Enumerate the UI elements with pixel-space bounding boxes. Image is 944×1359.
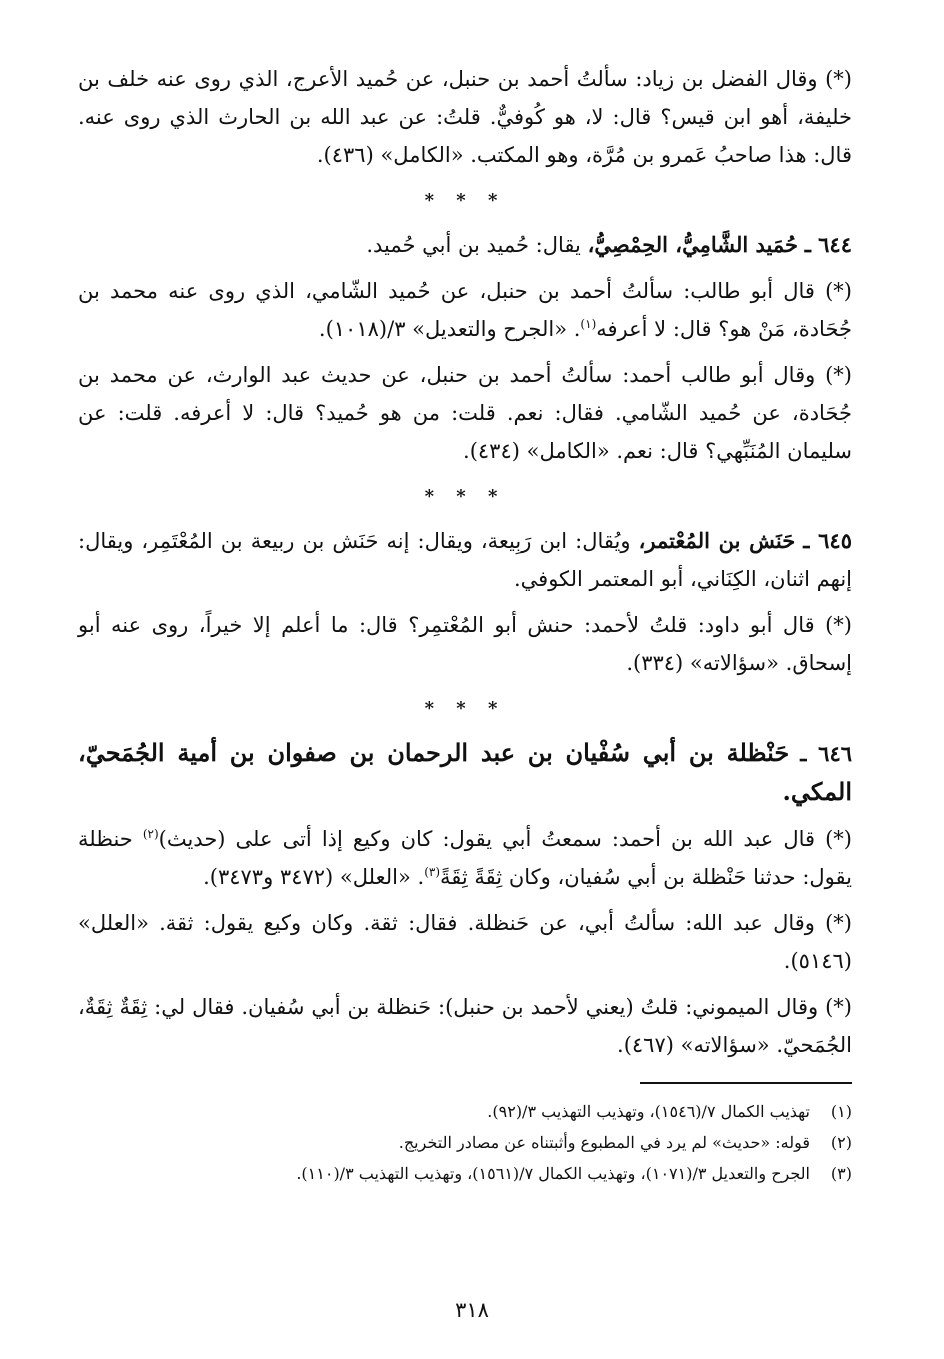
- paragraph-fadl: (*) وقال الفضل بن زياد: سألتُ أحمد بن حنبل، عن حُميد الأعرج، الذي روى عنه خلف بن خليفة، أهو ابن قيس؟ قال: لا، هو كُوفيٌّ. قلتُ: عن عبد الله بن الحارث الذي روى عنه. قال: هذا صاحبُ عَمرو بن مُرَّة، وهو المكتب. «الكامل» (٤٣٦).: [78, 67, 852, 167]
- entry-name: حَنَش بن المُعْتمر،: [638, 528, 796, 553]
- footnote-text: تهذيب الكمال ٧/(١٥٤٦)، وتهذيب التهذيب ٣/(٩٢).: [487, 1102, 810, 1121]
- footnotes: [78, 1096, 852, 1189]
- entry-number: ٦٤٤ ـ: [804, 232, 852, 257]
- footnote-text: قوله: «حديث» لم يرد في المطبوع وأثبتناه عن مصادر التخريج.: [398, 1133, 810, 1152]
- paragraph-text: . «العلل» (٣٤٧٢ و٣٤٧٣).: [203, 865, 425, 889]
- footnote-number: (٣): [830, 1164, 852, 1183]
- entry-number: ٦٤٥ ـ: [803, 528, 852, 553]
- page-body: [78, 60, 852, 1189]
- footnote-divider: [640, 1082, 852, 1084]
- paragraph-abu-dawud: (*) قال أبو داود: قلتُ لأحمد: حنش أبو المُعْتمِر؟ قال: ما أعلم إلا خيراً، روى عنه أبو إسحاق. «سؤالاته» (٣٣٤).: [78, 613, 852, 675]
- entry-description: ويُقال: ابن رَبِيعة، ويقال: إنه حَنَش بن ربيعة بن المُعْتَمِر، ويقال: إنهم اثنان، الكِنَاني، أبو المعتمر الكوفي.: [78, 529, 852, 591]
- footnote-item: [78, 1158, 852, 1189]
- footnote-item: [78, 1127, 852, 1158]
- paragraph-abdullah-1: [78, 820, 852, 896]
- section-separator: * * *: [424, 486, 506, 507]
- footnote-number: (٢): [830, 1133, 852, 1152]
- footnote-ref: (١): [580, 317, 597, 331]
- entry-645: [78, 522, 852, 598]
- entry-description: يقال: حُميد بن أبي حُميد.: [366, 233, 581, 257]
- paragraph-text: . «الجرح والتعديل» ٣/(١٠١٨).: [318, 317, 581, 341]
- paragraph-text: حنظلة يقول: حدثنا حَنْظلة بن أبي سُفيان، وكان ثِقَةً ثِقَةً: [78, 827, 852, 889]
- footnote-item: [78, 1096, 852, 1127]
- page-number: ٣١٨: [455, 1298, 489, 1322]
- footnote-number: (١): [830, 1102, 852, 1121]
- paragraph-maymuni: (*) وقال الميموني: قلتُ (يعني لأحمد بن حنبل): حَنظلة بن أبي سُفيان. فقال لي: ثِقَةٌ ثِقَةٌ، الجُمَحيّ. «سؤالاته» (٤٦٧).: [78, 995, 852, 1057]
- entry-name: حُمَيد الشَّامِيُّ، الحِمْصِيُّ،: [587, 232, 798, 257]
- entry-644: [78, 226, 852, 264]
- paragraph-abu-talib-2: (*) وقال أبو طالب أحمد: سألتُ أحمد بن حنبل، عن حديث عبد الوارث، عن محمد بن جُحَادة، عن حُميد الشّامي. فقال: نعم. قلت: من هو حُميد؟ قال: لا أعرفه. قلت: عن سليمان المُنَبِّهي؟ قال: نعم. «الكامل» (٤٣٤).: [78, 363, 852, 463]
- paragraph-text: (*) قال عبد الله بن أحمد: سمعتُ أبي يقول: كان وكيع إذا أتى على (حديث): [158, 827, 852, 851]
- footnote-text: الجرح والتعديل ٣/(١٠٧١)، وتهذيب الكمال ٧/(١٥٦١)، وتهذيب التهذيب ٣/(١١٠).: [296, 1164, 810, 1183]
- paragraph-abdullah-2: (*) وقال عبد الله: سألتُ أبي، عن حَنظلة. فقال: ثقة. وكان وكيع يقول: ثقة. «العلل» (٥١٤٦).: [78, 911, 852, 973]
- paragraph-text: (*) قال أبو طالب: سألتُ أحمد بن حنبل، عن حُميد الشّامي، الذي روى عنه محمد بن جُحَادة، مَنْ هو؟ قال: لا أعرفه: [78, 279, 852, 341]
- entry-number: ٦٤٦ ـ: [800, 741, 853, 766]
- footnote-ref: (٣): [424, 865, 441, 879]
- entry-name: حَنْظلة بن أبي سُفْيان بن عبد الرحمان بن صفوان بن أمية الجُمَحيّ، المكي.: [78, 738, 852, 806]
- paragraph-abu-talib-1: [78, 272, 852, 348]
- section-separator: * * *: [424, 698, 506, 719]
- footnote-ref: (٢): [142, 827, 159, 841]
- section-separator: * * *: [424, 190, 506, 211]
- entry-646: [78, 734, 852, 812]
